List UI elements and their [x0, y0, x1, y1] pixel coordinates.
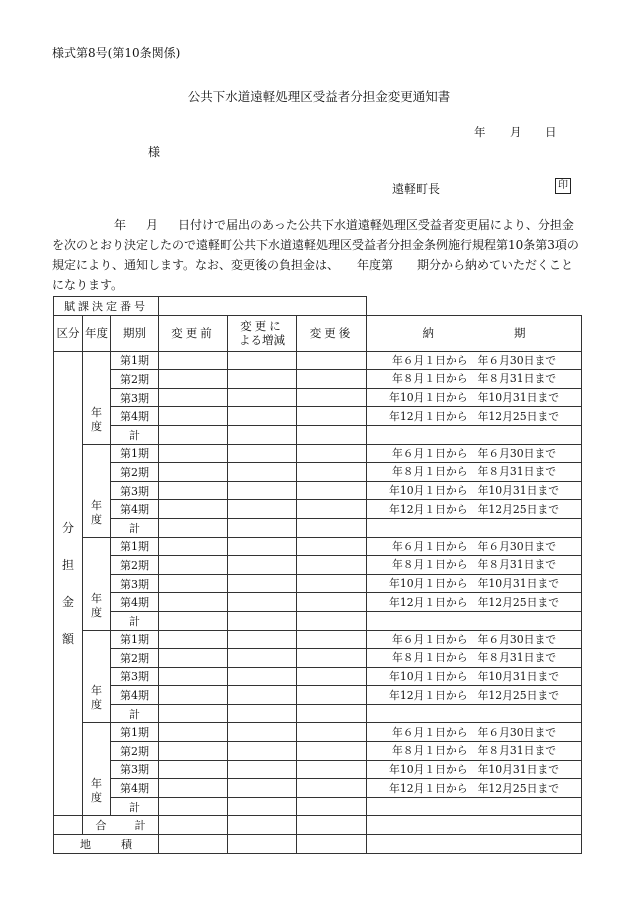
document-title: 公共下水道遠軽処理区受益者分担金変更通知書: [187, 89, 451, 104]
pay-to: 年10月31日まで: [477, 762, 560, 776]
date-year-label: 年: [474, 125, 486, 139]
pay-from: 年10月１日から: [389, 391, 468, 405]
payment-period-cell: [367, 760, 582, 779]
period-row: [54, 351, 582, 370]
pay-to: 年12月25日まで: [477, 409, 560, 423]
year-label-char: 度: [91, 698, 102, 712]
after-change-cell[interactable]: [297, 388, 367, 407]
change-amount-cell[interactable]: [228, 723, 297, 742]
payment-period-cell: [367, 574, 582, 593]
period-label: 第2期: [111, 649, 159, 668]
payment-period-cell: [367, 388, 582, 407]
change-amount-cell[interactable]: [228, 574, 297, 593]
period-label: 第1期: [111, 351, 159, 370]
year-label-char: 年: [91, 777, 102, 791]
period-label: 第3期: [111, 388, 159, 407]
header-change-line2: よる増減: [239, 333, 286, 348]
payment-period-cell: [367, 593, 582, 612]
period-label: 第1期: [111, 537, 159, 556]
period-row: [54, 444, 582, 463]
pay-from: 年６月１日から: [391, 539, 468, 553]
header-pay-char-2: 期: [514, 326, 526, 341]
total-before-cell[interactable]: [159, 816, 228, 835]
payment-period-cell: [367, 667, 582, 686]
payment-period-cell: [367, 351, 582, 370]
before-change-cell[interactable]: [159, 649, 228, 668]
pay-from: 年12月１日から: [389, 688, 468, 702]
year-label-char: 年: [91, 498, 102, 512]
pay-from: 年６月１日から: [391, 353, 468, 367]
change-amount-cell[interactable]: [228, 667, 297, 686]
body-line-3: 規定により、通知します。なお、変更後の負担金は、 年度第 期分から納めていただくこと: [52, 258, 574, 272]
seal-mark: 印: [555, 178, 571, 194]
payment-period-cell: [367, 686, 582, 705]
period-label: 第2期: [111, 556, 159, 575]
fiscal-year-cell[interactable]: [83, 630, 111, 723]
header-after-change: 変更後: [297, 315, 367, 351]
period-label: 第1期: [111, 630, 159, 649]
category-char: 額: [61, 631, 74, 646]
pay-to: 年10月31日まで: [477, 484, 560, 498]
pay-to: 年12月25日まで: [477, 502, 560, 516]
payment-period-cell: [367, 630, 582, 649]
pay-from: 年８月１日から: [391, 651, 468, 665]
before-change-cell[interactable]: [159, 351, 228, 370]
header-payment-period: [367, 315, 582, 351]
before-change-cell[interactable]: [159, 704, 228, 723]
year-label-char: 度: [91, 512, 102, 526]
after-change-cell[interactable]: [297, 574, 367, 593]
period-row: [54, 630, 582, 649]
date-day-label: 日: [545, 125, 557, 139]
before-change-cell[interactable]: [159, 556, 228, 575]
after-change-cell[interactable]: [297, 518, 367, 537]
after-change-cell[interactable]: [297, 611, 367, 630]
after-change-cell[interactable]: [297, 779, 367, 798]
addressee-suffix: 様: [148, 145, 161, 159]
payment-period-cell: [367, 500, 582, 519]
period-row: [54, 593, 582, 612]
header-before-change: 変更前: [159, 315, 228, 351]
after-change-cell[interactable]: [297, 463, 367, 482]
after-change-cell[interactable]: [297, 667, 367, 686]
period-label: 第3期: [111, 667, 159, 686]
area-char: 積: [121, 837, 132, 851]
period-row: [54, 574, 582, 593]
before-change-cell[interactable]: [159, 444, 228, 463]
pay-to: 年８月31日まで: [477, 558, 557, 572]
period-row: [54, 797, 582, 816]
after-change-cell[interactable]: [297, 704, 367, 723]
year-label-char: 度: [91, 605, 102, 619]
change-amount-cell[interactable]: [228, 481, 297, 500]
change-amount-cell[interactable]: [228, 407, 297, 426]
after-change-cell[interactable]: [297, 537, 367, 556]
payment-period-cell: [367, 537, 582, 556]
body-line-1-text: 日付けで届出のあった公共下水道遠軽処理区受益者変更届により、分担金: [178, 218, 574, 232]
period-row: [54, 742, 582, 761]
year-label-char: 年: [91, 591, 102, 605]
header-category: 区分: [54, 315, 83, 351]
body-year-label: 年: [114, 218, 127, 232]
area-char: 地: [80, 837, 91, 851]
year-label-char: 度: [91, 791, 102, 805]
period-label: 第4期: [111, 779, 159, 798]
pay-from: 年10月１日から: [389, 669, 468, 683]
after-change-cell[interactable]: [297, 444, 367, 463]
before-change-cell[interactable]: [159, 779, 228, 798]
pay-from: 年６月１日から: [391, 632, 468, 646]
change-amount-cell[interactable]: [228, 593, 297, 612]
body-line-4: になります。: [52, 278, 124, 292]
pay-from: 年12月１日から: [389, 595, 468, 609]
before-change-cell[interactable]: [159, 518, 228, 537]
payment-period-cell: [367, 556, 582, 575]
pay-to: 年８月31日まで: [477, 651, 557, 665]
pay-to: 年10月31日まで: [477, 577, 560, 591]
period-row: [54, 425, 582, 444]
pay-to: 年８月31日まで: [477, 465, 557, 479]
pay-to: 年６月30日まで: [477, 353, 557, 367]
period-row: [54, 370, 582, 389]
period-row: [54, 481, 582, 500]
change-amount-cell[interactable]: [228, 760, 297, 779]
pay-from: 年10月１日から: [389, 762, 468, 776]
change-amount-cell[interactable]: [228, 500, 297, 519]
pay-to: 年８月31日まで: [477, 744, 557, 758]
fiscal-year-cell[interactable]: [83, 537, 111, 630]
before-change-cell[interactable]: [159, 500, 228, 519]
pay-to: 年６月30日まで: [477, 539, 557, 553]
after-change-cell[interactable]: [297, 797, 367, 816]
period-row: [54, 649, 582, 668]
period-label: 第4期: [111, 407, 159, 426]
total-char: 合: [95, 819, 107, 833]
period-label: 第2期: [111, 463, 159, 482]
after-change-cell[interactable]: [297, 630, 367, 649]
year-label-char: 年: [91, 684, 102, 698]
area-cell[interactable]: [297, 835, 367, 854]
pay-to: 年６月30日まで: [477, 446, 557, 460]
before-change-cell[interactable]: [159, 463, 228, 482]
payment-period-cell: [367, 704, 582, 723]
payment-period-cell: [367, 649, 582, 668]
after-change-cell[interactable]: [297, 760, 367, 779]
period-label: 第1期: [111, 444, 159, 463]
category-char: 担: [61, 557, 74, 572]
pay-from: 年12月１日から: [389, 409, 468, 423]
change-amount-cell[interactable]: [228, 444, 297, 463]
payment-period-cell: [367, 742, 582, 761]
change-amount-cell[interactable]: [228, 388, 297, 407]
fiscal-year-cell[interactable]: [83, 723, 111, 816]
after-change-cell[interactable]: [297, 481, 367, 500]
decision-number-row: [54, 297, 582, 316]
after-change-cell[interactable]: [297, 556, 367, 575]
period-label: 第3期: [111, 760, 159, 779]
header-row: [54, 315, 582, 351]
subtotal-label: 計: [111, 611, 159, 630]
after-change-cell[interactable]: [297, 593, 367, 612]
area-cell[interactable]: [228, 835, 297, 854]
fiscal-year-cell[interactable]: [83, 444, 111, 537]
area-label: [54, 835, 159, 854]
body-line-2: を次のとおり決定したので遠軽町公共下水道遠軽処理区受益者分担金条例施行規程第10条第3項の: [52, 238, 579, 252]
date-month-label: 月: [510, 125, 522, 139]
after-change-cell[interactable]: [297, 742, 367, 761]
period-label: 第3期: [111, 481, 159, 500]
period-label: 第2期: [111, 742, 159, 761]
subtotal-label: 計: [111, 425, 159, 444]
pay-from: 年６月１日から: [391, 725, 468, 739]
header-pay-char-1: 納: [422, 326, 435, 341]
period-row: [54, 723, 582, 742]
pay-from: 年８月１日から: [391, 465, 468, 479]
period-label: 第2期: [111, 370, 159, 389]
change-amount-cell[interactable]: [228, 537, 297, 556]
period-row: [54, 518, 582, 537]
before-change-cell[interactable]: [159, 630, 228, 649]
pay-to: 年10月31日まで: [477, 669, 560, 683]
payment-period-cell: [367, 463, 582, 482]
change-amount-cell[interactable]: [228, 463, 297, 482]
after-change-cell[interactable]: [297, 649, 367, 668]
change-amount-cell[interactable]: [228, 797, 297, 816]
period-label: 第4期: [111, 593, 159, 612]
pay-from: 年８月１日から: [391, 744, 468, 758]
before-change-cell[interactable]: [159, 667, 228, 686]
change-amount-cell[interactable]: [228, 611, 297, 630]
before-change-cell[interactable]: [159, 407, 228, 426]
area-cell[interactable]: [159, 835, 228, 854]
pay-from: 年12月１日から: [389, 502, 468, 516]
body-line-1: [52, 216, 574, 233]
total-char: 計: [134, 819, 146, 833]
header-change-line1: 変更に: [240, 319, 284, 334]
total-label: [83, 816, 159, 835]
before-change-cell[interactable]: [159, 611, 228, 630]
change-amount-cell[interactable]: [228, 630, 297, 649]
payment-period-cell: [367, 370, 582, 389]
period-row: [54, 537, 582, 556]
after-change-cell[interactable]: [297, 351, 367, 370]
subtotal-label: 計: [111, 518, 159, 537]
period-row: [54, 407, 582, 426]
before-change-cell[interactable]: [159, 425, 228, 444]
after-change-cell[interactable]: [297, 723, 367, 742]
pay-to: 年12月25日まで: [477, 595, 560, 609]
area-cell[interactable]: [367, 835, 582, 854]
period-row: [54, 686, 582, 705]
header-period: 期別: [111, 315, 159, 351]
payment-period-cell: [367, 779, 582, 798]
change-amount-cell[interactable]: [228, 556, 297, 575]
header-year: 年度: [83, 315, 111, 351]
before-change-cell[interactable]: [159, 686, 228, 705]
payment-period-cell: [367, 425, 582, 444]
pay-from: 年10月１日から: [389, 484, 468, 498]
payment-period-cell: [367, 481, 582, 500]
after-change-cell[interactable]: [297, 407, 367, 426]
pay-from: 年12月１日から: [389, 781, 468, 795]
fiscal-year-cell[interactable]: [83, 351, 111, 444]
pay-to: 年10月31日まで: [477, 391, 560, 405]
form-number-label: 様式第8号(第10条関係): [52, 46, 181, 60]
pay-from: 年８月１日から: [391, 558, 468, 572]
before-change-cell[interactable]: [159, 723, 228, 742]
change-amount-cell[interactable]: [228, 779, 297, 798]
decision-number-label: 賦課決定番号: [54, 297, 159, 316]
period-row: [54, 556, 582, 575]
after-change-cell[interactable]: [297, 686, 367, 705]
issuer-name: 遠軽町長: [392, 182, 441, 196]
decision-number-value[interactable]: [159, 297, 367, 316]
change-amount-cell[interactable]: [228, 425, 297, 444]
body-month-label: 月: [146, 218, 159, 232]
before-change-cell[interactable]: [159, 593, 228, 612]
before-change-cell[interactable]: [159, 574, 228, 593]
pay-to: 年６月30日まで: [477, 632, 557, 646]
period-row: [54, 779, 582, 798]
change-amount-cell[interactable]: [228, 351, 297, 370]
before-change-cell[interactable]: [159, 760, 228, 779]
total-row: [54, 816, 582, 835]
period-label: 第1期: [111, 723, 159, 742]
payment-period-cell: [367, 407, 582, 426]
change-amount-cell[interactable]: [228, 518, 297, 537]
period-label: 第3期: [111, 574, 159, 593]
pay-to: 年12月25日まで: [477, 781, 560, 795]
change-amount-cell[interactable]: [228, 649, 297, 668]
after-change-cell[interactable]: [297, 500, 367, 519]
pay-to: 年８月31日まで: [477, 372, 557, 386]
period-row: [54, 611, 582, 630]
payment-period-cell: [367, 611, 582, 630]
pay-from: 年８月１日から: [391, 372, 468, 386]
pay-to: 年６月30日まで: [477, 725, 557, 739]
assessment-table: [53, 296, 582, 854]
category-cell: [54, 351, 83, 816]
total-after-cell[interactable]: [297, 816, 367, 835]
payment-period-cell: [367, 518, 582, 537]
before-change-cell[interactable]: [159, 537, 228, 556]
period-row: [54, 704, 582, 723]
change-amount-cell[interactable]: [228, 370, 297, 389]
change-amount-cell[interactable]: [228, 686, 297, 705]
payment-period-cell: [367, 723, 582, 742]
area-row: [54, 835, 582, 854]
year-label-char: 度: [91, 419, 102, 433]
before-change-cell[interactable]: [159, 388, 228, 407]
before-change-cell[interactable]: [159, 797, 228, 816]
pay-from: 年６月１日から: [391, 446, 468, 460]
after-change-cell[interactable]: [297, 425, 367, 444]
period-row: [54, 500, 582, 519]
subtotal-label: 計: [111, 797, 159, 816]
change-amount-cell[interactable]: [228, 742, 297, 761]
before-change-cell[interactable]: [159, 481, 228, 500]
total-change-cell[interactable]: [228, 816, 297, 835]
category-char: 金: [61, 594, 74, 609]
change-amount-cell[interactable]: [228, 704, 297, 723]
period-row: [54, 388, 582, 407]
pay-to: 年12月25日まで: [477, 688, 560, 702]
before-change-cell[interactable]: [159, 370, 228, 389]
pay-from: 年10月１日から: [389, 577, 468, 591]
period-row: [54, 463, 582, 482]
year-label-char: 年: [91, 405, 102, 419]
category-char: 分: [61, 520, 74, 535]
total-pay-cell: [367, 816, 582, 835]
period-row: [54, 760, 582, 779]
period-row: [54, 667, 582, 686]
period-label: 第4期: [111, 686, 159, 705]
payment-period-cell: [367, 444, 582, 463]
after-change-cell[interactable]: [297, 370, 367, 389]
subtotal-label: 計: [111, 704, 159, 723]
payment-period-cell: [367, 797, 582, 816]
before-change-cell[interactable]: [159, 742, 228, 761]
period-label: 第4期: [111, 500, 159, 519]
header-change-amount: [228, 315, 297, 351]
